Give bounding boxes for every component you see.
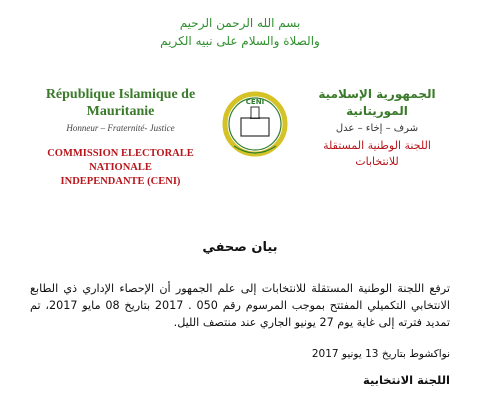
header-french <box>18 86 223 189</box>
document-title: بيان صحفي <box>202 240 278 255</box>
commission-name-fr <box>18 147 223 189</box>
commission-name-ar-line-1: اللجنة الوطنية المستقلة <box>323 139 431 152</box>
republic-name-fr <box>18 86 223 120</box>
signature: اللجنة الانتخابية <box>362 373 450 387</box>
republic-name-ar: الجمهورية الإسلامية الموريتانية <box>318 87 436 118</box>
logo-label: CENI <box>245 98 265 106</box>
motto-ar: شرف – إخاء – عدل <box>335 123 419 134</box>
commission-name-fr-line-2: INDEPENDANTE (CENI) <box>60 176 181 187</box>
bismillah-line-2: والصلاة والسلام على نبيه الكريم <box>160 34 320 48</box>
ballot-box <box>241 118 269 136</box>
date-line: نواكشوط بتاريخ 13 يونيو 2017 <box>311 348 450 360</box>
commission-name-ar-line-2: للانتخابات <box>355 155 399 168</box>
header-arabic <box>292 86 462 170</box>
republic-name-fr-line-2: Mauritanie <box>86 104 155 119</box>
ballot-paper <box>251 107 259 118</box>
motto-fr: Honneur – Fraternité- Justice <box>66 123 175 133</box>
bismillah-line-1: بسم الله الرحمن الرحيم <box>179 16 301 30</box>
body-paragraph: ترفع اللجنة الوطنية المستقلة للانتخابات إلى علم الجمهور أن الإحصاء الإداري ذي الطابع الانتخابي التكميلي المفتتح بموجب المرسوم رقم 050 . 2017 بتاريخ 08 مايو 2017، تم تمديد فترته إلى غاية يوم 27 يونيو الجاري عند منتصف الليل. <box>30 282 451 329</box>
ceni-logo <box>222 90 288 162</box>
republic-name-fr-line-1: République Islamique de <box>45 87 196 102</box>
bismillah <box>0 14 480 50</box>
commission-name-ar <box>292 138 462 170</box>
commission-name-fr-line-1: COMMISSION ELECTORALE NATIONALE <box>47 148 194 173</box>
